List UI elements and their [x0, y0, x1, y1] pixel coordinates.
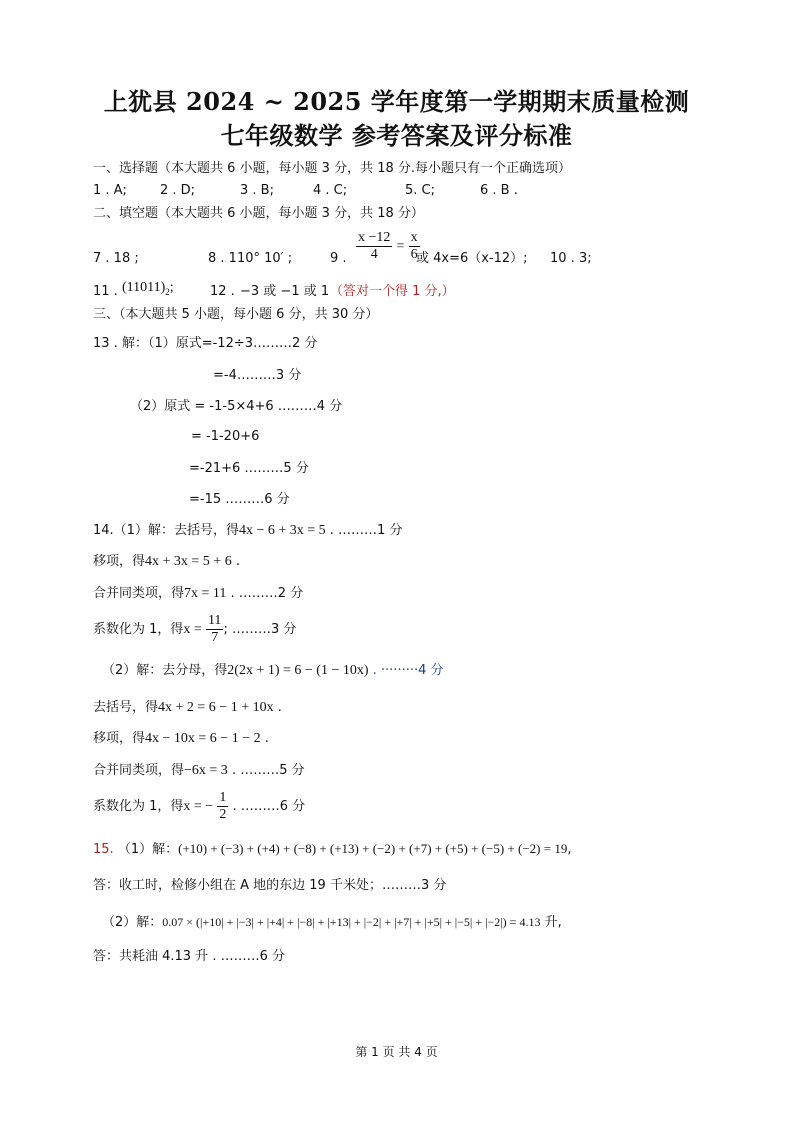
q13-line-2: =-4………3 分: [213, 368, 302, 383]
q9-label: 9 .: [330, 251, 347, 266]
q12-scoring-note: （答对一个得 1 分,）: [330, 284, 455, 299]
section1-answer-2: 2 . D;: [160, 183, 196, 198]
section1-answer-3: 3 . B;: [240, 183, 274, 198]
q14-p2-line-3: 移项，得4x − 10x = 6 − 1 − 2 .: [93, 731, 269, 746]
q14-p2-line-2: 去括号，得4x + 2 = 6 − 1 + 10x .: [93, 700, 282, 715]
section1-answer-5: 5. C;: [405, 183, 435, 198]
section2-heading: 二、填空题（本大题共 6 小题，每小题 3 分，共 18 分）: [93, 206, 424, 221]
q15-p1-line: 15. （1）解：(+10) + (−3) + (+4) + (−8) + (+13) + (−2) + (+7) + (+5) + (−5) + (−2) = 19,: [93, 841, 572, 857]
q15-answer-1: 答：收工时，检修小组在 A 地的东边 19 千米处；………3 分: [93, 878, 447, 893]
section1-answer-4: 4 . C;: [313, 183, 348, 198]
section3-heading: 三、（本大题共 5 小题，每小题 6 分，共 30 分）: [93, 307, 379, 322]
page-number: 第 1 页 共 4 页: [355, 1045, 438, 1059]
q15-answer-2: 答：共耗油 4.13 升 . ………6 分: [93, 949, 286, 964]
section1-answer-1: 1 . A;: [93, 183, 127, 198]
q14-p1-line-2: 移项，得4x + 3x = 5 + 6 .: [93, 554, 240, 569]
section1-answer-6: 6 . B .: [480, 183, 518, 198]
q14-p2-line-4: 合并同类项，得−6x = 3 . ………5 分: [93, 763, 305, 778]
q13-line-5: =-21+6 ………5 分: [189, 461, 309, 476]
q13-line-6: =-15 ………6 分: [189, 492, 290, 507]
document-title: 上犹县 2024 ~ 2025 学年度第一学期期末质量检测: [103, 87, 690, 116]
document-subtitle: 七年级数学 参考答案及评分标准: [220, 121, 573, 150]
q10-answer: 10 . 3;: [550, 251, 592, 266]
q12-answer: −3 或 −1 或 1: [240, 284, 330, 299]
q11-answer: $(11011)_2$;: [122, 280, 174, 297]
q8-answer: 8 . 110° 10′ ;: [208, 251, 293, 266]
q11-label: 11 .: [93, 284, 118, 299]
q14-p1-line-1: 14.（1）解：去括号，得4x − 6 + 3x = 5 . ………1 分: [93, 523, 403, 538]
section1-heading: 一、选择题（本大题共 6 小题，每小题 3 分，共 18 分.每小题只有一个正确选项）: [93, 161, 572, 176]
q14-p2-line-5: 系数化为 1，得x = − $\frac{1}{2}$ . ………6 分: [93, 790, 306, 822]
q14-p2-line-1: （2）解：去分母，得2(2x + 1) = 6 − (1 − 10x) . ·········4 分: [102, 663, 444, 678]
q12-label: 12 .: [210, 284, 235, 299]
q14-p1-line-4: 系数化为 1，得x = $\frac{11}{7}$ ; ………3 分: [93, 613, 297, 645]
q13-line-3: （2）原式 = -1-5×4+6 ………4 分: [130, 399, 343, 414]
q15-p2-line: （2）解：0.07 × (|+10| + |−3| + |+4| + |−8| + |+13| + |−2| + |+7| + |+5| + |−5| + |−2|) = 4.13 升,: [102, 915, 562, 930]
q13-line-1: 13 . 解：（1）原式=-12÷3………2 分: [93, 336, 318, 351]
q13-line-4: = -1-20+6: [191, 429, 260, 444]
q9-alt-answer: 或 4x=6（x-12）;: [416, 251, 528, 266]
q7-answer: 7 . 18 ;: [93, 251, 139, 266]
q9-equation: $\frac{x -12}{4}$ = $\frac{x}{6}$: [358, 230, 418, 262]
q14-p1-line-3: 合并同类项，得7x = 11 . ………2 分: [93, 586, 304, 601]
